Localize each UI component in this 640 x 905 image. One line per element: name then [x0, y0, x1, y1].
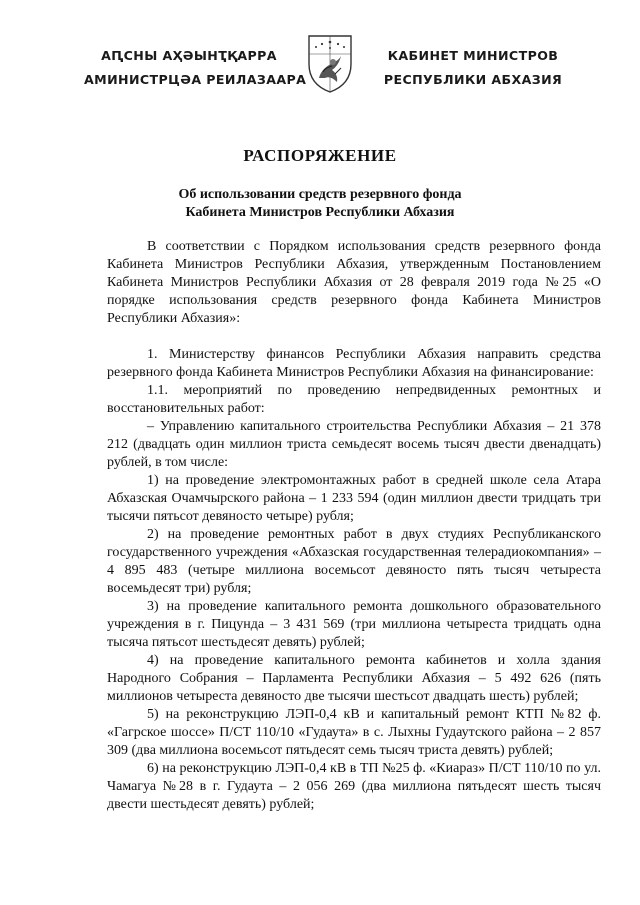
state-emblem-icon: [305, 34, 355, 94]
paragraph-subitem-4: 4) на проведение капитального ремонта кабинетов и холла здания Народного Собрания – Парламента Республики Абхазия – 5 492 626 (пять миллионов четыреста девяносто две тысячи шестьсот двадцать шесть) рублей;: [107, 653, 601, 704]
subtitle-line2: Кабинета Министров Республики Абхазия: [185, 205, 455, 220]
document-subtitle: [0, 186, 640, 222]
document-body: [107, 238, 601, 814]
header-russian-line1: КАБИНЕТ МИНИСТРОВ: [387, 48, 559, 63]
paragraph-subitem-3: 3) на проведение капитального ремонта дошкольного образовательного учреждения в г. Пицунда – 3 431 569 (три миллиона четыреста тридцать одна тысяча пятьсот шестьдесят девять) рублей;: [107, 599, 601, 650]
header-abkhaz: [84, 44, 307, 92]
paragraph-subitem-6: 6) на реконструкцию ЛЭП-0,4 кВ в ТП №25 ф. «Киараз» П/СТ 110/10 по ул. Чамагуа №28 в г. Гудаута – 2 056 269 (два миллиона пятьдесят шесть тысяч двести шестьдесят девять) рублей;: [107, 761, 601, 812]
paragraph-subitem-2: 2) на проведение ремонтных работ в двух студиях Республиканского государственного учреждения «Абхазская государственная телерадиокомпания» – 4 895 483 (четыре миллиона восемьсот девяносто пять тысяч четыреста восемьдесят три) рубля;: [107, 527, 601, 596]
paragraph-subitem-1: 1) на проведение электромонтажных работ в средней школе села Атара Абхазская Очамчырского района – 1 233 594 (один миллион двести тридцать три тысячи пятьсот девяносто четыре) рубля;: [107, 473, 601, 524]
header-abkhaz-line2: АМИНИСТРЦӘА РЕИЛАЗААРА: [84, 72, 307, 87]
paragraph-preamble: В соответствии с Порядком использования средств резервного фонда Кабинета Министров Республики Абхазия, утвержденным Постановлением Кабинета Министров Республики Абхазия от 28 февраля 2019 года №25 «О порядке использования средств резервного фонда Кабинета Министров Республики Абхазия»:: [107, 239, 601, 326]
document-title: РАСПОРЯЖЕНИЕ: [243, 146, 397, 165]
header-russian-line2: РЕСПУБЛИКИ АБХАЗИЯ: [383, 72, 563, 87]
header-russian: [372, 44, 574, 92]
paragraph-subitem-5: 5) на реконструкцию ЛЭП-0,4 кВ и капитальный ремонт КТП №82 ф. «Гагрское шоссе» П/СТ 110/10 «Гудаута» в с. Лыхны Гудаутского района – 2 857 309 (два миллиона восемьсот пятьдесят семь тысяч триста девять) рублей;: [107, 707, 601, 758]
header-abkhaz-line1: АԤСНЫ АҲӘЫНҬҚАРРА: [101, 48, 277, 63]
subtitle-line1: Об использовании средств резервного фонда: [178, 187, 462, 202]
paragraph-item-1: 1. Министерству финансов Республики Абхазия направить средства резервного фонда Кабинета Министров Республики Абхазия на финансирование:: [107, 347, 601, 380]
paragraph-item-1-1: 1.1. мероприятий по проведению непредвиденных ремонтных и восстановительных работ:: [107, 383, 601, 416]
paragraph-recipient: – Управлению капитального строительства Республики Абхазия – 21 378 212 (двадцать один миллион триста семьдесят восемь тысяч двести двенадцать) рублей, в том числе:: [107, 419, 601, 470]
